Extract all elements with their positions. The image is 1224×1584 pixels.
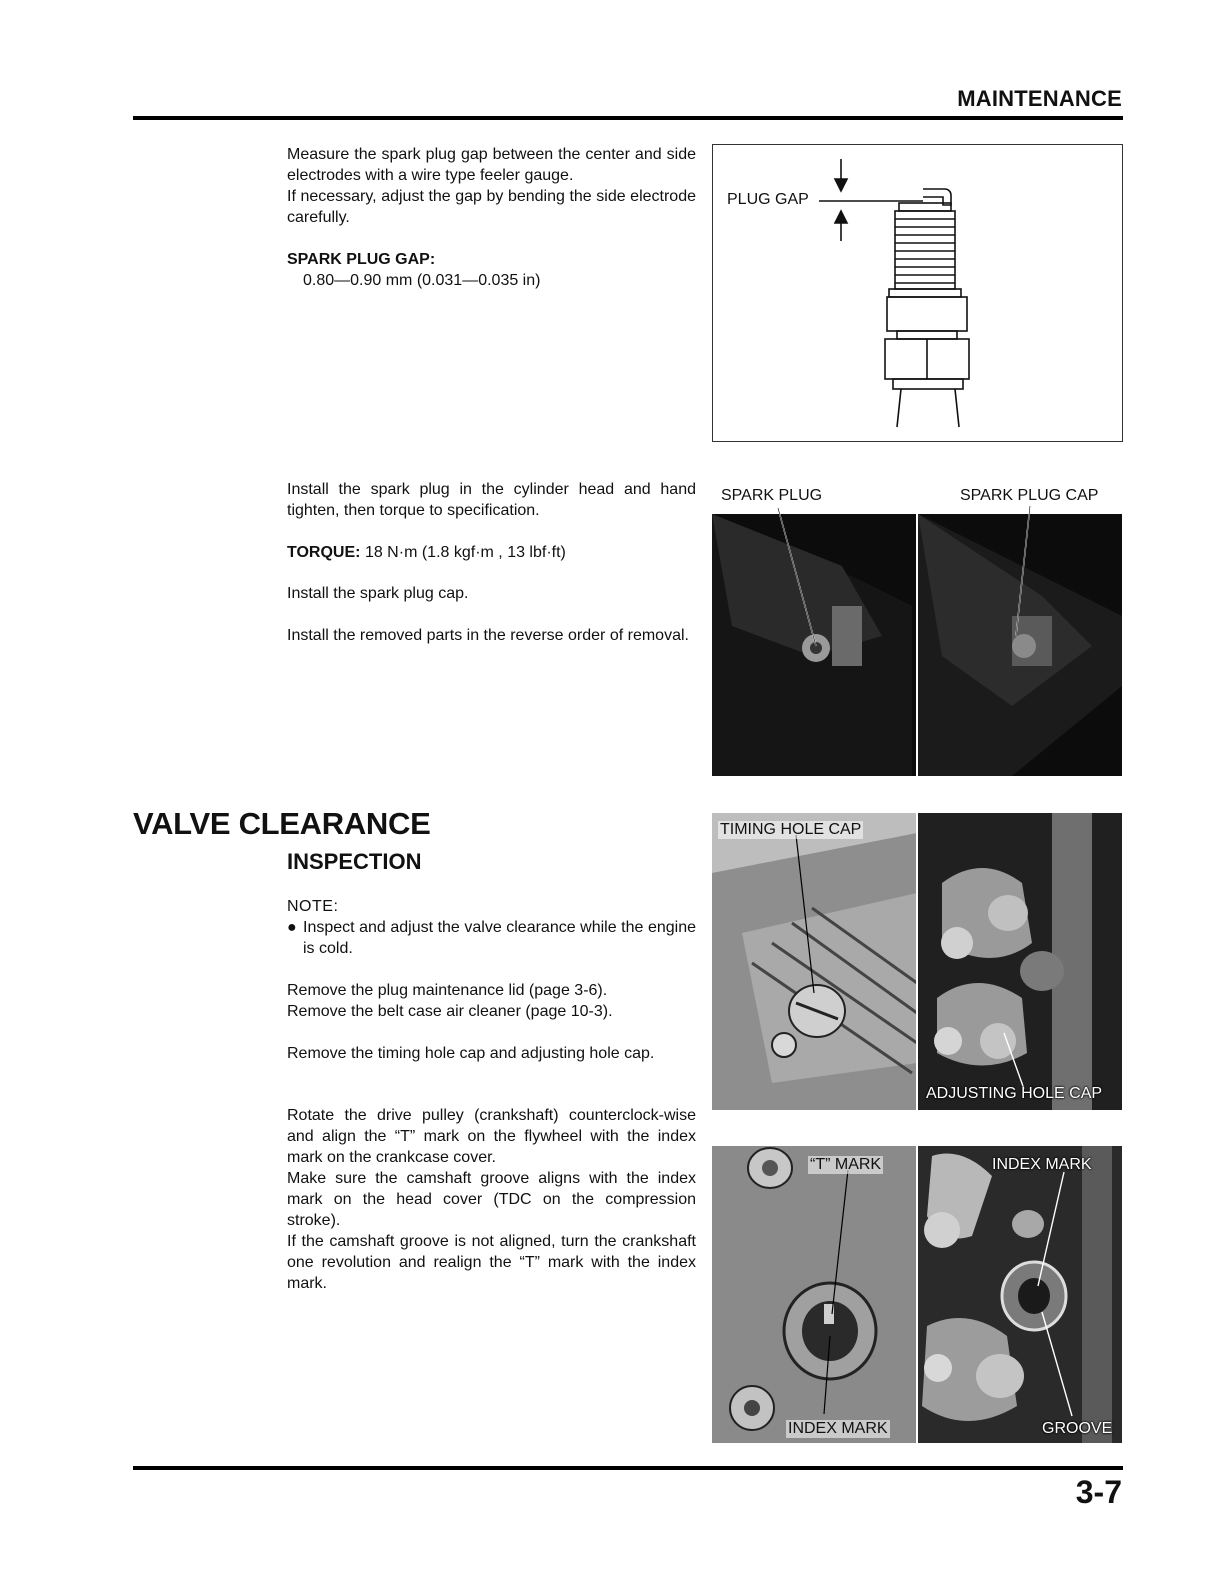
step-remove-lid: Remove the plug maintenance lid (page 3-6).	[287, 982, 608, 999]
bullet-icon: ●	[287, 919, 297, 936]
inspection-subtitle: INSPECTION	[287, 849, 422, 874]
plug-gap-label: PLUG GAP	[727, 191, 809, 208]
torque-value: 18 N·m (1.8 kgf·m , 13 lbf·ft)	[364, 544, 566, 561]
timing-hole-cap-label: TIMING HOLE CAP	[720, 821, 862, 838]
section-header: MAINTENANCE	[957, 86, 1122, 111]
spark-plug-icon	[713, 145, 1122, 441]
install-paragraph: Install the spark plug in the cylinder head and hand tighten, then torque to specification.	[287, 481, 696, 519]
index-mark-bottom-label: INDEX MARK	[788, 1420, 888, 1437]
note-label: NOTE:	[287, 898, 339, 915]
spark-plug-cap-label: SPARK PLUG CAP	[960, 487, 1099, 504]
footer-rule	[133, 1466, 1123, 1470]
step-check-groove: Make sure the camshaft groove aligns with the index mark on the head cover (TDC on the compression stroke).	[287, 1170, 696, 1229]
spark-plug-gap-spec-value: 0.80—0.90 mm (0.031—0.035 in)	[303, 272, 541, 289]
engine-case-image	[712, 813, 1122, 1110]
step-remove-air-cleaner: Remove the belt case air cleaner (page 10-3).	[287, 1003, 613, 1020]
alignment-steps	[287, 1105, 696, 1294]
spark-plug-label: SPARK PLUG	[721, 487, 823, 504]
removal-steps	[287, 980, 696, 1022]
index-mark-top-label: INDEX MARK	[992, 1156, 1092, 1173]
install-cap-step: Install the spark plug cap.	[287, 585, 469, 602]
step-remove-caps: Remove the timing hole cap and adjusting hole cap.	[287, 1045, 655, 1062]
step-rotate-pulley: Rotate the drive pulley (crankshaft) counterclock-wise and align the “T” mark on the flywheel with the index mark on the crankcase cover.	[287, 1107, 696, 1166]
adjusting-hole-cap-label: ADJUSTING HOLE CAP	[926, 1085, 1103, 1102]
note-item	[287, 917, 696, 959]
timing-hole-cap-photo	[712, 813, 1122, 1110]
spark-plug-gap-instructions	[287, 144, 696, 228]
step-realign: If the camshaft groove is not aligned, turn the crankshaft one revolution and realign the “T” mark with the index mark.	[287, 1233, 696, 1292]
gap-paragraph-2: If necessary, adjust the gap by bending the side electrode carefully.	[287, 188, 696, 226]
t-mark-label: “T” MARK	[810, 1156, 882, 1173]
page-number: 3-7	[1075, 1474, 1122, 1510]
spark-plug-diagram	[712, 144, 1123, 442]
valve-clearance-title: VALVE CLEARANCE	[133, 806, 431, 841]
groove-label: GROOVE	[1042, 1420, 1113, 1437]
t-mark-groove-photo	[712, 1146, 1122, 1443]
spark-plug-gap-spec-label: SPARK PLUG GAP:	[287, 251, 436, 268]
torque-label: TORQUE:	[287, 544, 361, 561]
header-rule	[133, 116, 1123, 120]
reverse-order-step: Install the removed parts in the reverse order of removal.	[287, 627, 689, 644]
torque-spec	[287, 542, 566, 563]
note-item-text: Inspect and adjust the valve clearance while the engine is cold.	[303, 919, 696, 957]
flywheel-camshaft-image	[712, 1146, 1122, 1443]
spark-plug-photo	[712, 486, 1122, 776]
gap-paragraph-1: Measure the spark plug gap between the center and side electrodes with a wire type feeler gauge.	[287, 146, 696, 184]
